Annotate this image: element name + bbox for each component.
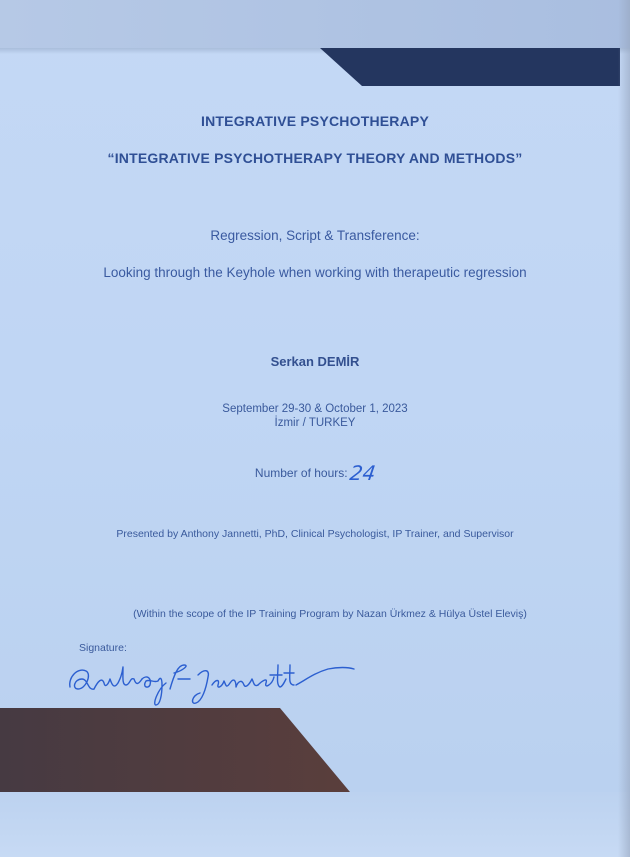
course-title: “INTEGRATIVE PSYCHOTHERAPY THEORY AND METHODS” xyxy=(107,150,523,166)
top-band xyxy=(0,0,630,48)
presenter-line: Presented by Anthony Jannetti, PhD, Clinical Psychologist, IP Trainer, and Supervisor xyxy=(116,528,514,540)
handwritten-signature xyxy=(66,655,356,713)
program-title: INTEGRATIVE PSYCHOTHERAPY xyxy=(201,113,429,129)
hours-label: Number of hours: xyxy=(254,466,348,480)
hours-row xyxy=(0,458,630,485)
topic-line-2: Looking through the Keyhole when working with therapeutic regression xyxy=(103,265,527,280)
participant-name: Serkan DEMİR xyxy=(270,354,360,369)
event-dates: September 29-30 & October 1, 2023 xyxy=(222,403,408,415)
bottom-margin xyxy=(0,792,630,857)
event-location: İzmir / TURKEY xyxy=(274,417,356,429)
scope-line: (Within the scope of the IP Training Program by Nazan Ürkmez & Hülya Üstel Eleviş) xyxy=(133,608,527,620)
page-edge-shadow xyxy=(618,0,630,857)
top-accent-shape xyxy=(320,48,620,86)
signature-label: Signature: xyxy=(79,642,127,654)
hours-value: 24 xyxy=(347,461,377,485)
topic-line-1: Regression, Script & Transference: xyxy=(210,228,420,243)
bottom-accent-shape xyxy=(0,708,350,792)
event-details xyxy=(0,402,630,430)
